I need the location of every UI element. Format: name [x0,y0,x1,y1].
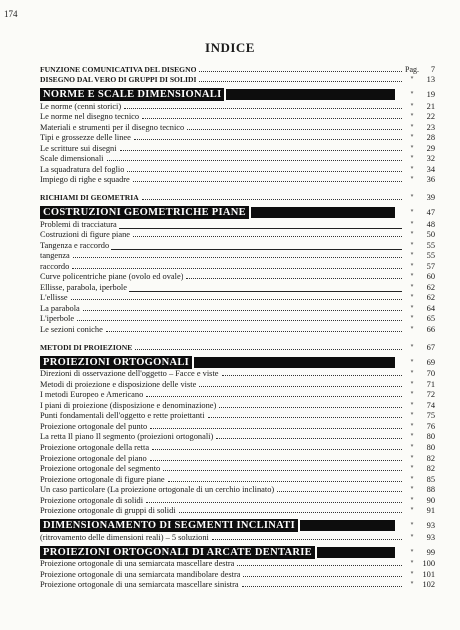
entry-page-number: 88 [426,485,435,495]
page-prefix: " [410,464,414,474]
dot-leader [208,416,402,418]
toc-entry [40,432,435,443]
dot-leader [133,235,402,237]
entry-label: Punti fondamentali dell'oggetto e rette proiettanti [40,411,205,421]
page-prefix: " [410,532,414,542]
page-title: INDICE [205,40,255,55]
page-prefix: " [410,282,414,292]
section-header-rule [226,89,395,100]
page-prefix: " [410,112,414,122]
page-prefix: " [410,75,414,85]
entry-page-number: 55 [426,251,435,261]
dot-leader [150,427,402,429]
toc-entry [40,453,435,464]
page-prefix: Pag. [405,64,419,74]
entry-page-number: 70 [426,369,435,379]
section-header-rule [251,207,395,218]
toc-entry [40,369,435,380]
page-prefix: " [410,369,414,379]
section-header-rule [194,357,395,368]
entry-label: Proiezione ortogonale della retta [40,442,150,452]
toc-entry [40,154,435,165]
entry-label: I metodi Europeo e Americano [40,390,144,400]
entry-label: Materiali e strumenti per il disegno tecnico [40,122,185,132]
page-prefix: " [410,240,414,250]
section-header-bar [40,88,395,101]
page-prefix: " [410,325,414,335]
section-header-bar [40,356,395,369]
dot-leader [77,319,402,321]
toc-entry [40,495,435,506]
dot-leader [212,538,402,540]
dot-leader [146,501,402,503]
dot-leader [199,80,402,82]
toc-entry [40,251,435,262]
entry-label: Tangenza e raccordo [40,240,110,250]
entry-page-number: 82 [426,464,435,474]
toc-entry [40,112,435,123]
page-prefix: " [410,293,414,303]
page-prefix: " [410,314,414,324]
page-prefix: " [410,474,414,484]
toc-entry [40,485,435,496]
toc-entry [40,464,435,475]
entry-label: raccordo [40,261,70,271]
toc-main-entry [40,75,435,86]
dot-leader [127,170,402,172]
toc-entry [40,293,435,304]
dot-leader [124,107,402,109]
entry-page-number: 72 [426,390,435,400]
section-header [40,356,435,369]
dot-leader [72,267,402,269]
dot-leader [243,575,402,577]
entry-page-number: 34 [426,164,435,174]
toc-entry [40,272,435,283]
dot-leader [71,298,402,300]
entry-label: tangenza [40,251,70,261]
toc-entry [40,101,435,112]
toc-entry [40,421,435,432]
section-header-title: PROIEZIONI ORTOGONALI DI ARCATE DENTARIE [40,546,315,559]
entry-page-number: 39 [426,193,435,203]
entry-label: Scale dimensionali [40,154,104,164]
entry-page-number: 55 [426,240,435,250]
toc-entry [40,442,435,453]
section-header [40,206,435,219]
toc-entry [40,390,435,401]
toc-entry [40,303,435,314]
page-prefix: " [410,230,414,240]
toc-main-entry [40,342,435,353]
page-prefix: " [410,164,414,174]
entry-page-number: 19 [426,90,435,100]
table-of-contents [40,64,435,590]
entry-label: Proiezione ortogonale del piano [40,453,147,463]
entry-page-number: 90 [426,495,435,505]
toc-entry [40,282,435,293]
page-prefix: " [410,303,414,313]
toc-entry [40,314,435,325]
entry-label: (ritrovamento delle dimensioni reali) – 5 soluzioni [40,532,209,542]
entry-page-number: 36 [426,175,435,185]
page-number: 174 [4,9,18,19]
page-prefix: " [410,342,414,352]
section-header-title: DIMENSIONAMENTO DI SEGMENTI INCLINATI [40,519,298,532]
toc-entry [40,559,435,570]
page-prefix: " [410,90,414,100]
entry-label: I piani di proiezione (disposizione e denominazione) [40,400,217,410]
section-header-bar [40,519,395,532]
entry-label: L'ellisse [40,293,68,303]
entry-page-number: 60 [426,272,435,282]
entry-page-number: 22 [426,112,435,122]
section-header-title: NORME E SCALE DIMENSIONALI [40,88,224,101]
entry-label: Le sezioni coniche [40,325,103,335]
section-header [40,519,435,532]
toc-entry [40,324,435,335]
section-header [40,88,435,101]
page-prefix: " [410,432,414,442]
entry-label: Proiezione ortogonale di gruppi di solidi [40,506,176,516]
dot-leader [146,395,402,397]
page-prefix: " [410,495,414,505]
leader-line [119,227,402,229]
toc-entry [40,506,435,517]
dot-leader [219,406,402,408]
section-header-rule [300,520,395,531]
page-prefix: " [410,442,414,452]
entry-label: Le norme nel disegno tecnico [40,112,140,122]
dot-leader [120,149,402,151]
entry-label: Direzioni di osservazione dell'oggetto – Facce e viste [40,369,219,379]
toc-entry [40,569,435,580]
section-header-title: COSTRUZIONI GEOMETRICHE PIANE [40,206,249,219]
page-prefix: " [410,580,414,590]
entry-label: FUNZIONE COMUNICATIVA DEL DISEGNO [40,64,197,74]
entry-page-number: 57 [426,261,435,271]
section-header-bar [40,206,395,219]
entry-label: METODI DI PROIEZIONE [40,342,133,352]
entry-label: Tipi e grossezze delle linee [40,133,131,143]
entry-page-number: 71 [426,379,435,389]
dot-leader [152,448,402,450]
entry-page-number: 101 [422,569,435,579]
entry-label: Le norme (cenni storici) [40,101,122,111]
entry-page-number: 99 [426,547,435,557]
toc-entry [40,474,435,485]
dot-leader [106,330,402,332]
page-prefix: " [410,421,414,431]
entry-page-number: 7 [430,64,435,74]
dot-leader [150,459,402,461]
entry-page-number: 62 [426,282,435,292]
entry-label: La squadratura del foglio [40,164,125,174]
entry-page-number: 21 [426,101,435,111]
section-header-title: PROIEZIONI ORTOGONALI [40,356,192,369]
toc-entry [40,532,435,543]
entry-label: DISEGNO DAL VERO DI GRUPPI DI SOLIDI [40,75,197,85]
toc-entry [40,400,435,411]
entry-label: Curve policentriche piane (ovolo ed ovale) [40,272,184,282]
page-prefix: " [410,272,414,282]
entry-page-number: 67 [426,342,435,352]
toc-entry [40,175,435,186]
dot-leader [187,128,402,130]
page-prefix: " [410,379,414,389]
toc-entry [40,411,435,422]
entry-page-number: 64 [426,303,435,313]
entry-label: Proiezione ortogonale del punto [40,421,148,431]
page-prefix: " [410,175,414,185]
page-prefix: " [410,453,414,463]
entry-page-number: 13 [426,75,435,85]
dot-leader [107,159,403,161]
toc-main-entry [40,192,435,203]
toc-entry [40,164,435,175]
toc-entry [40,133,435,144]
page-prefix: " [410,143,414,153]
entry-page-number: 91 [426,506,435,516]
dot-leader [186,277,402,279]
dot-leader [142,198,402,200]
dot-leader [216,437,402,439]
page-prefix: " [410,133,414,143]
entry-label: Proiezione ortogonale di figure piane [40,474,165,484]
entry-page-number: 93 [426,521,435,531]
entry-page-number: 50 [426,230,435,240]
entry-page-number: 65 [426,314,435,324]
dot-leader [199,385,402,387]
entry-label: Un caso particolare (La proiezione ortogonale di un cerchio inclinato) [40,485,275,495]
entry-label: Problemi di tracciatura [40,219,117,229]
page-prefix: " [410,122,414,132]
section-header-bar [40,546,395,559]
page-prefix: " [410,219,414,229]
page-prefix: " [410,559,414,569]
dot-leader [277,490,402,492]
entry-page-number: 47 [426,208,435,218]
entry-page-number: 100 [422,559,435,569]
toc-entry [40,219,435,230]
page-prefix: " [410,390,414,400]
page-prefix: " [410,485,414,495]
page-prefix: " [410,506,414,516]
page-prefix: " [410,154,414,164]
toc-entry [40,379,435,390]
entry-page-number: 85 [426,474,435,484]
entry-label: Proiezione ortogonale di solidi [40,495,144,505]
page-prefix: " [410,521,414,531]
entry-label: L'iperbole [40,314,75,324]
leader-line [129,290,402,292]
entry-page-number: 23 [426,122,435,132]
entry-label: Proiezione ortogonale di una semiarcata mascellare destra [40,559,235,569]
entry-label: Proiezione ortogonale di una semiarcata mandibolare destra [40,569,241,579]
dot-leader [73,256,402,258]
dot-leader [242,585,402,587]
entry-label: Costruzioni di figure piane [40,230,131,240]
entry-label: Metodi di proiezione e disposizione delle viste [40,379,197,389]
entry-page-number: 75 [426,411,435,421]
dot-leader [168,480,402,482]
entry-label: Proiezione ortogonale di una semiarcata mascellare sinistra [40,580,239,590]
toc-entry [40,122,435,133]
page-prefix: " [410,547,414,557]
entry-label: Le scritture sui disegni [40,143,117,153]
dot-leader [133,180,402,182]
entry-label: Impiego di righe e squadre [40,175,130,185]
dot-leader [199,70,402,72]
section-header [40,546,435,559]
entry-page-number: 80 [426,432,435,442]
entry-page-number: 80 [426,442,435,452]
entry-page-number: 82 [426,453,435,463]
dot-leader [222,374,403,376]
entry-page-number: 32 [426,154,435,164]
page-prefix: " [410,193,414,203]
entry-label: Ellisse, parabola, iperbole [40,282,127,292]
dot-leader [135,348,402,350]
toc-main-entry [40,64,435,75]
entry-page-number: 69 [426,357,435,367]
dot-leader [163,469,402,471]
dot-leader [83,309,402,311]
leader-line [111,248,402,250]
entry-page-number: 102 [422,580,435,590]
dot-leader [237,564,402,566]
page-prefix: " [410,251,414,261]
entry-label: La parabola [40,303,80,313]
page-prefix: " [410,357,414,367]
dot-leader [142,117,402,119]
entry-page-number: 62 [426,293,435,303]
entry-label: RICHIAMI DI GEOMETRIA [40,193,139,203]
entry-label: Proiezione ortogonale del segmento [40,464,161,474]
toc-entry [40,143,435,154]
entry-page-number: 74 [426,400,435,410]
page-prefix: " [410,569,414,579]
toc-entry [40,230,435,241]
entry-page-number: 48 [426,219,435,229]
entry-page-number: 93 [426,532,435,542]
entry-page-number: 28 [426,133,435,143]
dot-leader [179,511,402,513]
page-prefix: " [410,411,414,421]
page-prefix: " [410,400,414,410]
entry-page-number: 29 [426,143,435,153]
entry-page-number: 76 [426,421,435,431]
toc-entry [40,240,435,251]
dot-leader [134,138,402,140]
page-prefix: " [410,261,414,271]
toc-entry [40,261,435,272]
page-prefix: " [410,208,414,218]
entry-page-number: 66 [426,325,435,335]
entry-label: La retta Il piano Il segmento (proiezioni ortogonali) [40,432,214,442]
page-prefix: " [410,101,414,111]
section-header-rule [317,547,395,558]
toc-entry [40,580,435,591]
